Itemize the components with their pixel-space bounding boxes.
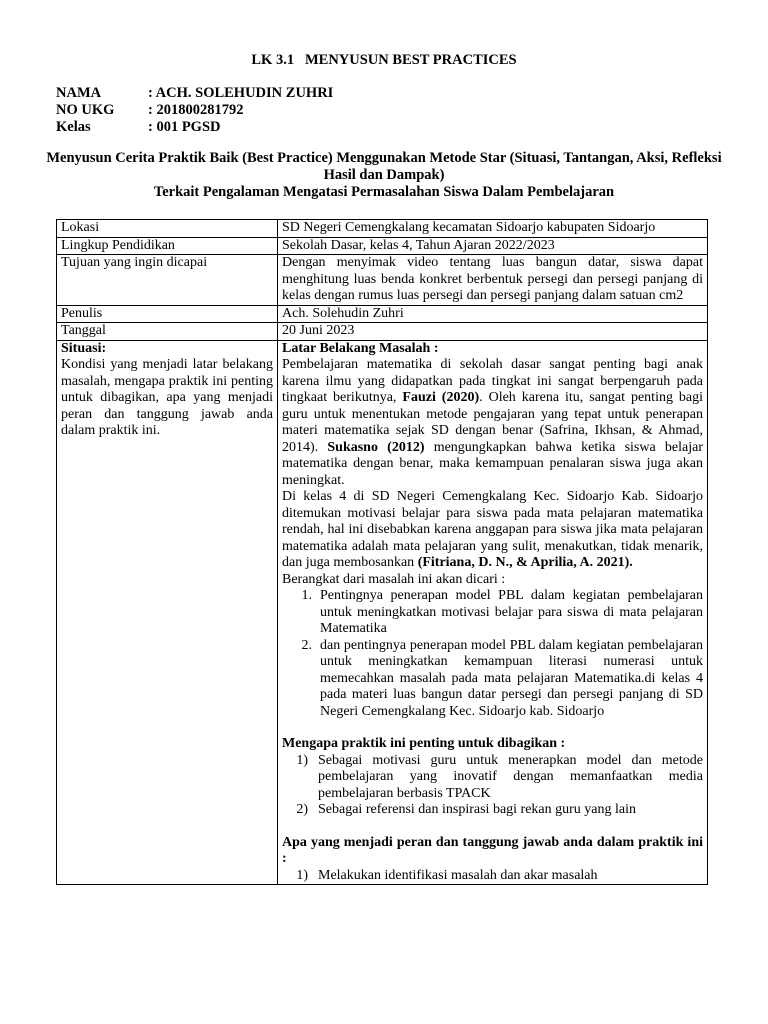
list-marker: 1) xyxy=(296,867,308,883)
subtitle-line-1: Menyusun Cerita Praktik Baik (Best Practice) Menggunakan Metode Star (Situasi, Tantangan, Aksi, Refleksi Hasil dan Dampak) xyxy=(46,150,722,183)
row-label: Tanggal xyxy=(57,323,278,341)
citation: Sukasno (2012) xyxy=(327,439,425,455)
identity-label: Kelas xyxy=(56,119,91,135)
latar-paragraph-1 xyxy=(282,357,703,489)
identity-row-no-ukg xyxy=(56,102,333,119)
subtitle-line-2: Terkait Pengalaman Mengatasi Permasalahan Siswa Dalam Pembelajaran xyxy=(153,184,615,200)
table-row-situasi xyxy=(57,340,708,885)
identity-value: : 001 PGSD xyxy=(148,119,221,135)
list-marker: 1) xyxy=(296,752,308,768)
table-row xyxy=(57,305,708,323)
row-label: Penulis xyxy=(57,305,278,323)
mengapa-list xyxy=(282,753,703,819)
problem-list xyxy=(282,588,703,720)
situasi-label-cell xyxy=(57,340,278,885)
peran-list xyxy=(282,868,703,885)
table-row xyxy=(57,323,708,341)
paragraph-text: Di kelas 4 di SD Negeri Cemengkalang Kec. Sidoarjo Kab. Sidoarjo ditemukan motivasi belajar para siswa pada mata pelajaran matematika rendah, hal ini disebabkan karena anggapan para siswa jika mata pelajaran matematika adalah mata pelajaran yang sulit, menakutkan, tidak menarik, dan juga membosankan xyxy=(282,489,703,570)
situasi-description: Kondisi yang menjadi latar belakang masalah, mengapa praktik ini penting untuk dibagikan, apa yang menjadi peran dan tanggung jawab anda dalam praktik ini. xyxy=(61,357,273,438)
document-subtitle xyxy=(40,150,728,201)
citation: (Fitriana, D. N., & Aprilia, A. 2021). xyxy=(417,555,633,570)
mengapa-heading: Mengapa praktik ini penting untuk dibagikan : xyxy=(282,736,566,751)
row-value: Sekolah Dasar, kelas 4, Tahun Ajaran 2022/2023 xyxy=(278,237,708,255)
list-text: Melakukan identifikasi masalah dan akar masalah xyxy=(318,867,598,883)
situasi-heading: Situasi: xyxy=(61,340,107,356)
list-marker: 1. xyxy=(301,588,312,603)
identity-block xyxy=(56,85,333,136)
peran-heading: Apa yang menjadi peran dan tanggung jawab anda dalam praktik ini : xyxy=(282,834,703,866)
identity-value: : ACH. SOLEHUDIN ZUHRI xyxy=(148,85,334,101)
row-value: 20 Juni 2023 xyxy=(278,323,708,341)
list-text: Pentingnya penerapan model PBL dalam kegiatan pembelajaran untuk meningkatkan motivasi belajar para siswa di mata pelajaran Matematika xyxy=(320,588,703,636)
latar-heading: Latar Belakang Masalah : xyxy=(282,340,439,356)
situasi-content-cell xyxy=(278,340,708,885)
paragraph-text: mengungkapkan bahwa ketika siswa belajar matematika dengan benar, maka kemampuan penalaran siswa juga akan meningkat. xyxy=(282,439,703,488)
list-item xyxy=(282,753,703,803)
identity-label: NAMA xyxy=(56,85,102,101)
list-marker: 2) xyxy=(296,802,308,817)
citation: Fauzi (2020) xyxy=(402,390,480,405)
row-label: Lingkup Pendidikan xyxy=(57,237,278,255)
list-item xyxy=(282,868,703,885)
identity-row-nama xyxy=(56,85,333,102)
identity-value: : 201800281792 xyxy=(148,102,244,118)
row-value: Ach. Solehudin Zuhri xyxy=(278,305,708,323)
table-row xyxy=(57,237,708,255)
identity-row-kelas xyxy=(56,119,333,136)
list-item xyxy=(282,802,703,819)
identity-label: NO UKG xyxy=(56,102,115,118)
row-label: Tujuan yang ingin dicapai xyxy=(57,255,278,306)
list-text: dan pentingnya penerapan model PBL dalam kegiatan pembelajaran untuk meningkatkan kemampuan literasi numerasi untuk memecahkan masalah pada mata pelajaran Matematika.di kelas 4 pada materi luas bangun datar persegi dan persegi panjang di SD Negeri Cemengkalang Kec. Sidoarjo kab. Sidoarjo xyxy=(320,637,703,719)
list-text: Sebagai motivasi guru untuk menerapkan model dan metode pembelajaran yang inovatif dengan memanfaatkan media pembelajaran berbasis TPACK xyxy=(318,752,703,801)
document-title: LK 3.1 MENYUSUN BEST PRACTICES xyxy=(251,52,517,68)
table-row xyxy=(57,255,708,306)
latar-paragraph-3: Berangkat dari masalah ini akan dicari : xyxy=(282,571,506,587)
list-text: Sebagai referensi dan inspirasi bagi rekan guru yang lain xyxy=(318,802,637,817)
row-label: Lokasi xyxy=(57,220,278,238)
list-marker: 2. xyxy=(301,637,312,653)
list-item xyxy=(282,588,703,638)
latar-paragraph-2 xyxy=(282,489,703,572)
row-value: Dengan menyimak video tentang luas bangun datar, siswa dapat menghitung luas benda konkret berbentuk persegi dan persegi panjang di kelas dengan rumus luas persegi dan persegi panjang dalam satuan cm2 xyxy=(278,255,708,306)
table-row xyxy=(57,220,708,238)
paragraph-text: . Oleh karena itu, sangat penting bagi guru untuk menentukan metode pengajaran yang tepat untuk penerapan materi matematika sejak SD dengan benar (Safrina, Ikhsan, & Ahmad, 2014). xyxy=(282,390,704,455)
best-practice-table xyxy=(56,219,708,885)
list-item xyxy=(282,638,703,721)
paragraph-text: Pembelajaran matematika di sekolah dasar sangat penting bagi anak karena ilmu yang didapatkan pada tingkat ini sangat berpengaruh pada tingkaat berikutnya, xyxy=(282,357,703,405)
row-value: SD Negeri Cemengkalang kecamatan Sidoarjo kabupaten Sidoarjo xyxy=(278,220,708,238)
